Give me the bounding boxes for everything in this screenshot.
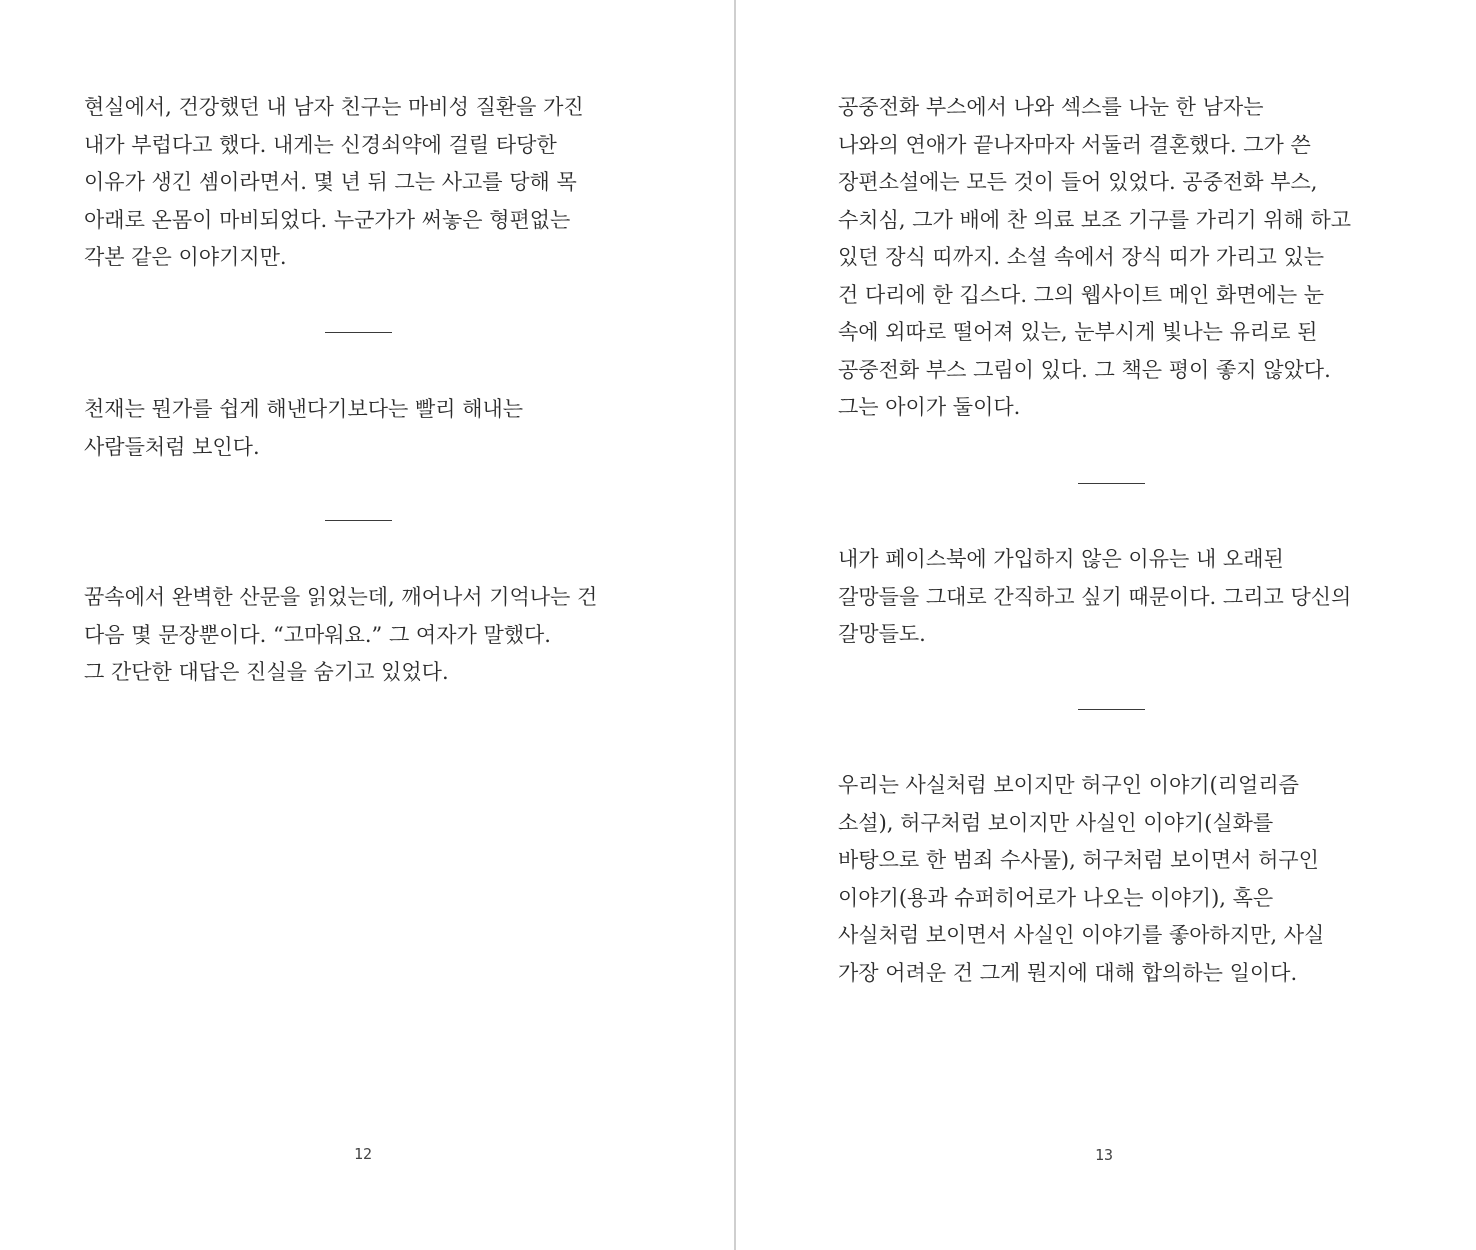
paragraph: 공중전화 부스에서 나와 섹스를 나눈 한 남자는 나와의 연애가 끝나자마자 서둘러 결혼했다. 그가 쓴 장편소설에는 모든 것이 들어 있었다. 공중전화 부스, 수치심, 그가 배에 찬 의료 보조 기구를 가리기 위해 하고 있던 장식 띠까지. 소설 속에서 장식 띠가 가리고 있는 건 다리에 한 깁스다. 그의 웹사이트 메인 화면에는 눈 속에 외따로 떨어져 있는, 눈부시게 빛나는 유리로 된 공중전화 부스 그림이 있다. 그 책은 평이 좋지 않았다. 그는 아이가 둘이다. [838, 95, 1352, 419]
paragraph: 꿈속에서 완벽한 산문을 읽었는데, 깨어나서 기억나는 건 다음 몇 문장뿐이다. “고마워요.” 그 여자가 말했다. 그 간단한 대답은 진실을 숨기고 있었다. [84, 585, 598, 684]
paragraph: 현실에서, 건강했던 내 남자 친구는 마비성 질환을 가진 내가 부럽다고 했다. 내게는 신경쇠약에 걸릴 타당한 이유가 생긴 셈이라면서. 몇 년 뒤 그는 사고를 당해 목 아래로 온몸이 마비되었다. 누군가가 써놓은 형편없는 각본 같은 이야기지만. [84, 95, 584, 269]
paragraph: 우리는 사실처럼 보이지만 허구인 이야기(리얼리즘 소설), 허구처럼 보이지만 사실인 이야기(실화를 바탕으로 한 범죄 수사물), 허구처럼 보이면서 허구인 이야기(용과 슈퍼히어로가 나오는 이야기), 혹은 사실처럼 보이면서 사실인 이야기를 좋아하지만, 사실 가장 어려운 건 그게 뭔지에 대해 합의하는 일이다. [838, 773, 1325, 985]
section-divider [325, 332, 392, 333]
right-page [737, 0, 1476, 1250]
page-number: 12 [354, 1145, 373, 1163]
page-gutter [734, 0, 736, 1250]
section-divider [1078, 483, 1145, 484]
paragraph: 천재는 뭔가를 쉽게 해낸다기보다는 빨리 해내는 사람들처럼 보인다. [84, 397, 524, 459]
paragraph: 내가 페이스북에 가입하지 않은 이유는 내 오래된 갈망들을 그대로 간직하고 싶기 때문이다. 그리고 당신의 갈망들도. [838, 547, 1352, 646]
section-divider [325, 520, 392, 521]
page-number: 13 [1095, 1146, 1114, 1164]
left-page [0, 0, 735, 1250]
section-divider [1078, 709, 1145, 710]
